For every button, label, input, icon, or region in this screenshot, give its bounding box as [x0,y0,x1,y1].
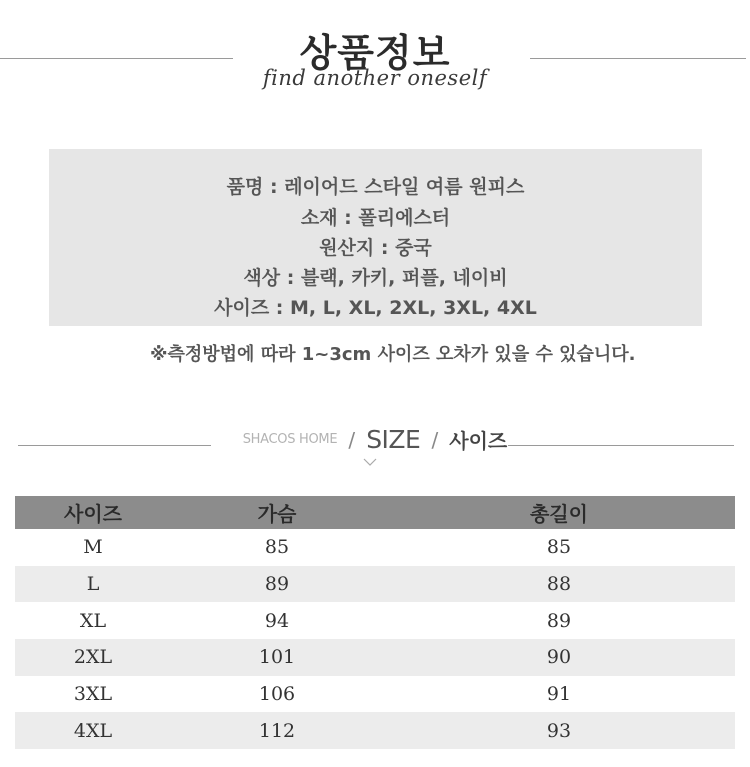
header-length: 총길이 [530,502,588,526]
cell-length: 90 [546,646,572,669]
divider-slash: / [431,427,439,452]
product-info-box [49,149,702,326]
cell-size: L [86,573,100,596]
measurement-note: ※측정방법에 따라 1~3cm 사이즈 오차가 있을 수 있습니다. [150,344,636,365]
cell-length: 93 [546,719,572,742]
cell-chest: 106 [258,683,296,706]
page-title: 상품정보 [299,31,451,75]
header-size: 사이즈 [64,502,122,526]
info-line-color: 색상 : 블랙, 카키, 퍼플, 네이비 [243,267,508,289]
info-line-origin: 원산지 : 중국 [319,237,432,259]
cell-chest: 112 [258,719,296,742]
cell-size: M [83,536,103,559]
size-table [15,496,735,749]
cell-length: 85 [546,536,572,559]
info-line-material: 소재 : 폴리에스터 [300,207,451,229]
table-row [15,712,735,749]
brand-label: SHACOS HOME [242,432,338,447]
size-label-kr: 사이즈 [449,429,508,453]
table-row [15,566,735,603]
table-row [15,639,735,676]
size-section-heading [0,425,750,454]
cell-length: 88 [546,573,572,596]
cell-length: 91 [546,683,572,706]
cell-chest: 101 [258,646,296,669]
table-header [15,496,735,529]
cell-length: 89 [546,609,572,632]
cell-size: 4XL [73,719,113,742]
size-label-en: SIZE [366,425,421,454]
cell-chest: 89 [264,573,290,596]
cell-chest: 94 [264,609,290,632]
table-row [15,602,735,639]
header-chest: 가슴 [257,502,297,526]
cell-size: 3XL [73,683,113,706]
chevron-down-icon [363,458,377,466]
table-row [15,676,735,713]
cell-size: 2XL [73,646,113,669]
info-line-size: 사이즈 : M, L, XL, 2XL, 3XL, 4XL [214,297,537,319]
divider-slash: / [348,427,356,452]
info-line-name: 품명 : 레이어드 스타일 여름 원피스 [226,176,525,198]
cell-chest: 85 [264,536,290,559]
page-subtitle: find another oneself [262,66,488,90]
cell-size: XL [79,609,107,632]
table-row [15,529,735,566]
